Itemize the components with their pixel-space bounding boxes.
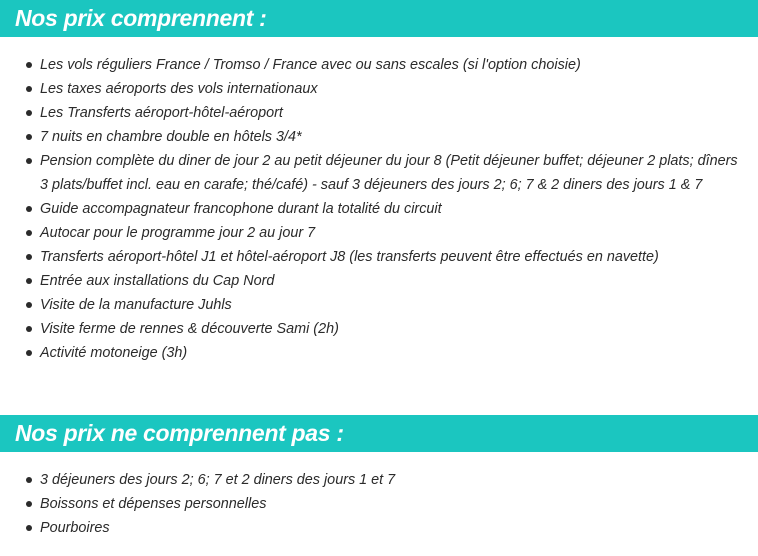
list-item-text: Boissons et dépenses personnelles: [40, 496, 267, 512]
bullet-icon: [26, 254, 32, 260]
bullet-icon: [26, 525, 32, 531]
list-item: [0, 101, 758, 125]
bullet-icon: [26, 477, 32, 483]
list-item: [0, 317, 758, 341]
bullet-icon: [26, 158, 32, 164]
list-item: [0, 125, 758, 149]
list-item: [0, 245, 758, 269]
bullet-icon: [26, 206, 32, 212]
bullet-icon: [26, 110, 32, 116]
list-item-text: 7 nuits en chambre double en hôtels 3/4*: [40, 129, 302, 145]
excluded-section-header: [0, 415, 758, 452]
list-item: [0, 516, 758, 540]
list-item-text: Les Transferts aéroport-hôtel-aéroport: [40, 105, 283, 121]
list-item-text: Activité motoneige (3h): [40, 345, 188, 361]
list-item-text: Les vols réguliers France / Tromso / France avec ou sans escales (si l'option choisie): [40, 57, 581, 73]
list-item-text: Guide accompagnateur francophone durant la totalité du circuit: [40, 201, 442, 217]
list-item-text: Transferts aéroport-hôtel J1 et hôtel-aéroport J8 (les transferts peuvent être effectués en navette): [40, 249, 659, 265]
included-list: [0, 53, 758, 365]
bullet-icon: [26, 501, 32, 507]
list-item-text: Autocar pour le programme jour 2 au jour 7: [40, 225, 316, 241]
list-item-text: Pourboires: [40, 520, 110, 536]
list-item-text: Les taxes aéroports des vols internationaux: [40, 81, 318, 97]
excluded-list: [0, 468, 758, 540]
bullet-icon: [26, 86, 32, 92]
list-item: [0, 293, 758, 317]
list-item: [0, 197, 758, 221]
bullet-icon: [26, 278, 32, 284]
list-item: [0, 492, 758, 516]
list-item-text: Visite ferme de rennes & découverte Sami (2h): [40, 321, 339, 337]
list-item: [0, 269, 758, 293]
list-item-text: Pension complète du diner de jour 2 au petit déjeuner du jour 8 (Petit déjeuner buffet; déjeuner 2 plats; dîners 3 plats/buffet incl. eau en carafe; thé/café) - sauf 3 déjeuners des jours 2; 6; 7 & 2 diners des jours 1 & 7: [40, 153, 738, 193]
bullet-icon: [26, 302, 32, 308]
list-item-text: 3 déjeuners des jours 2; 6; 7 et 2 diners des jours 1 et 7: [40, 472, 396, 488]
list-item-text: Entrée aux installations du Cap Nord: [40, 273, 275, 289]
bullet-icon: [26, 326, 32, 332]
bullet-icon: [26, 134, 32, 140]
included-section-title: Nos prix comprennent :: [15, 5, 267, 31]
bullet-icon: [26, 62, 32, 68]
list-item: [0, 77, 758, 101]
list-item: [0, 53, 758, 77]
list-item: [0, 221, 758, 245]
list-item: [0, 341, 758, 365]
list-item: [0, 149, 758, 197]
bullet-icon: [26, 230, 32, 236]
list-item: [0, 468, 758, 492]
list-item-text: Visite de la manufacture Juhls: [40, 297, 232, 313]
excluded-section-title: Nos prix ne comprennent pas :: [15, 420, 344, 446]
included-section-header: [0, 0, 758, 37]
bullet-icon: [26, 350, 32, 356]
